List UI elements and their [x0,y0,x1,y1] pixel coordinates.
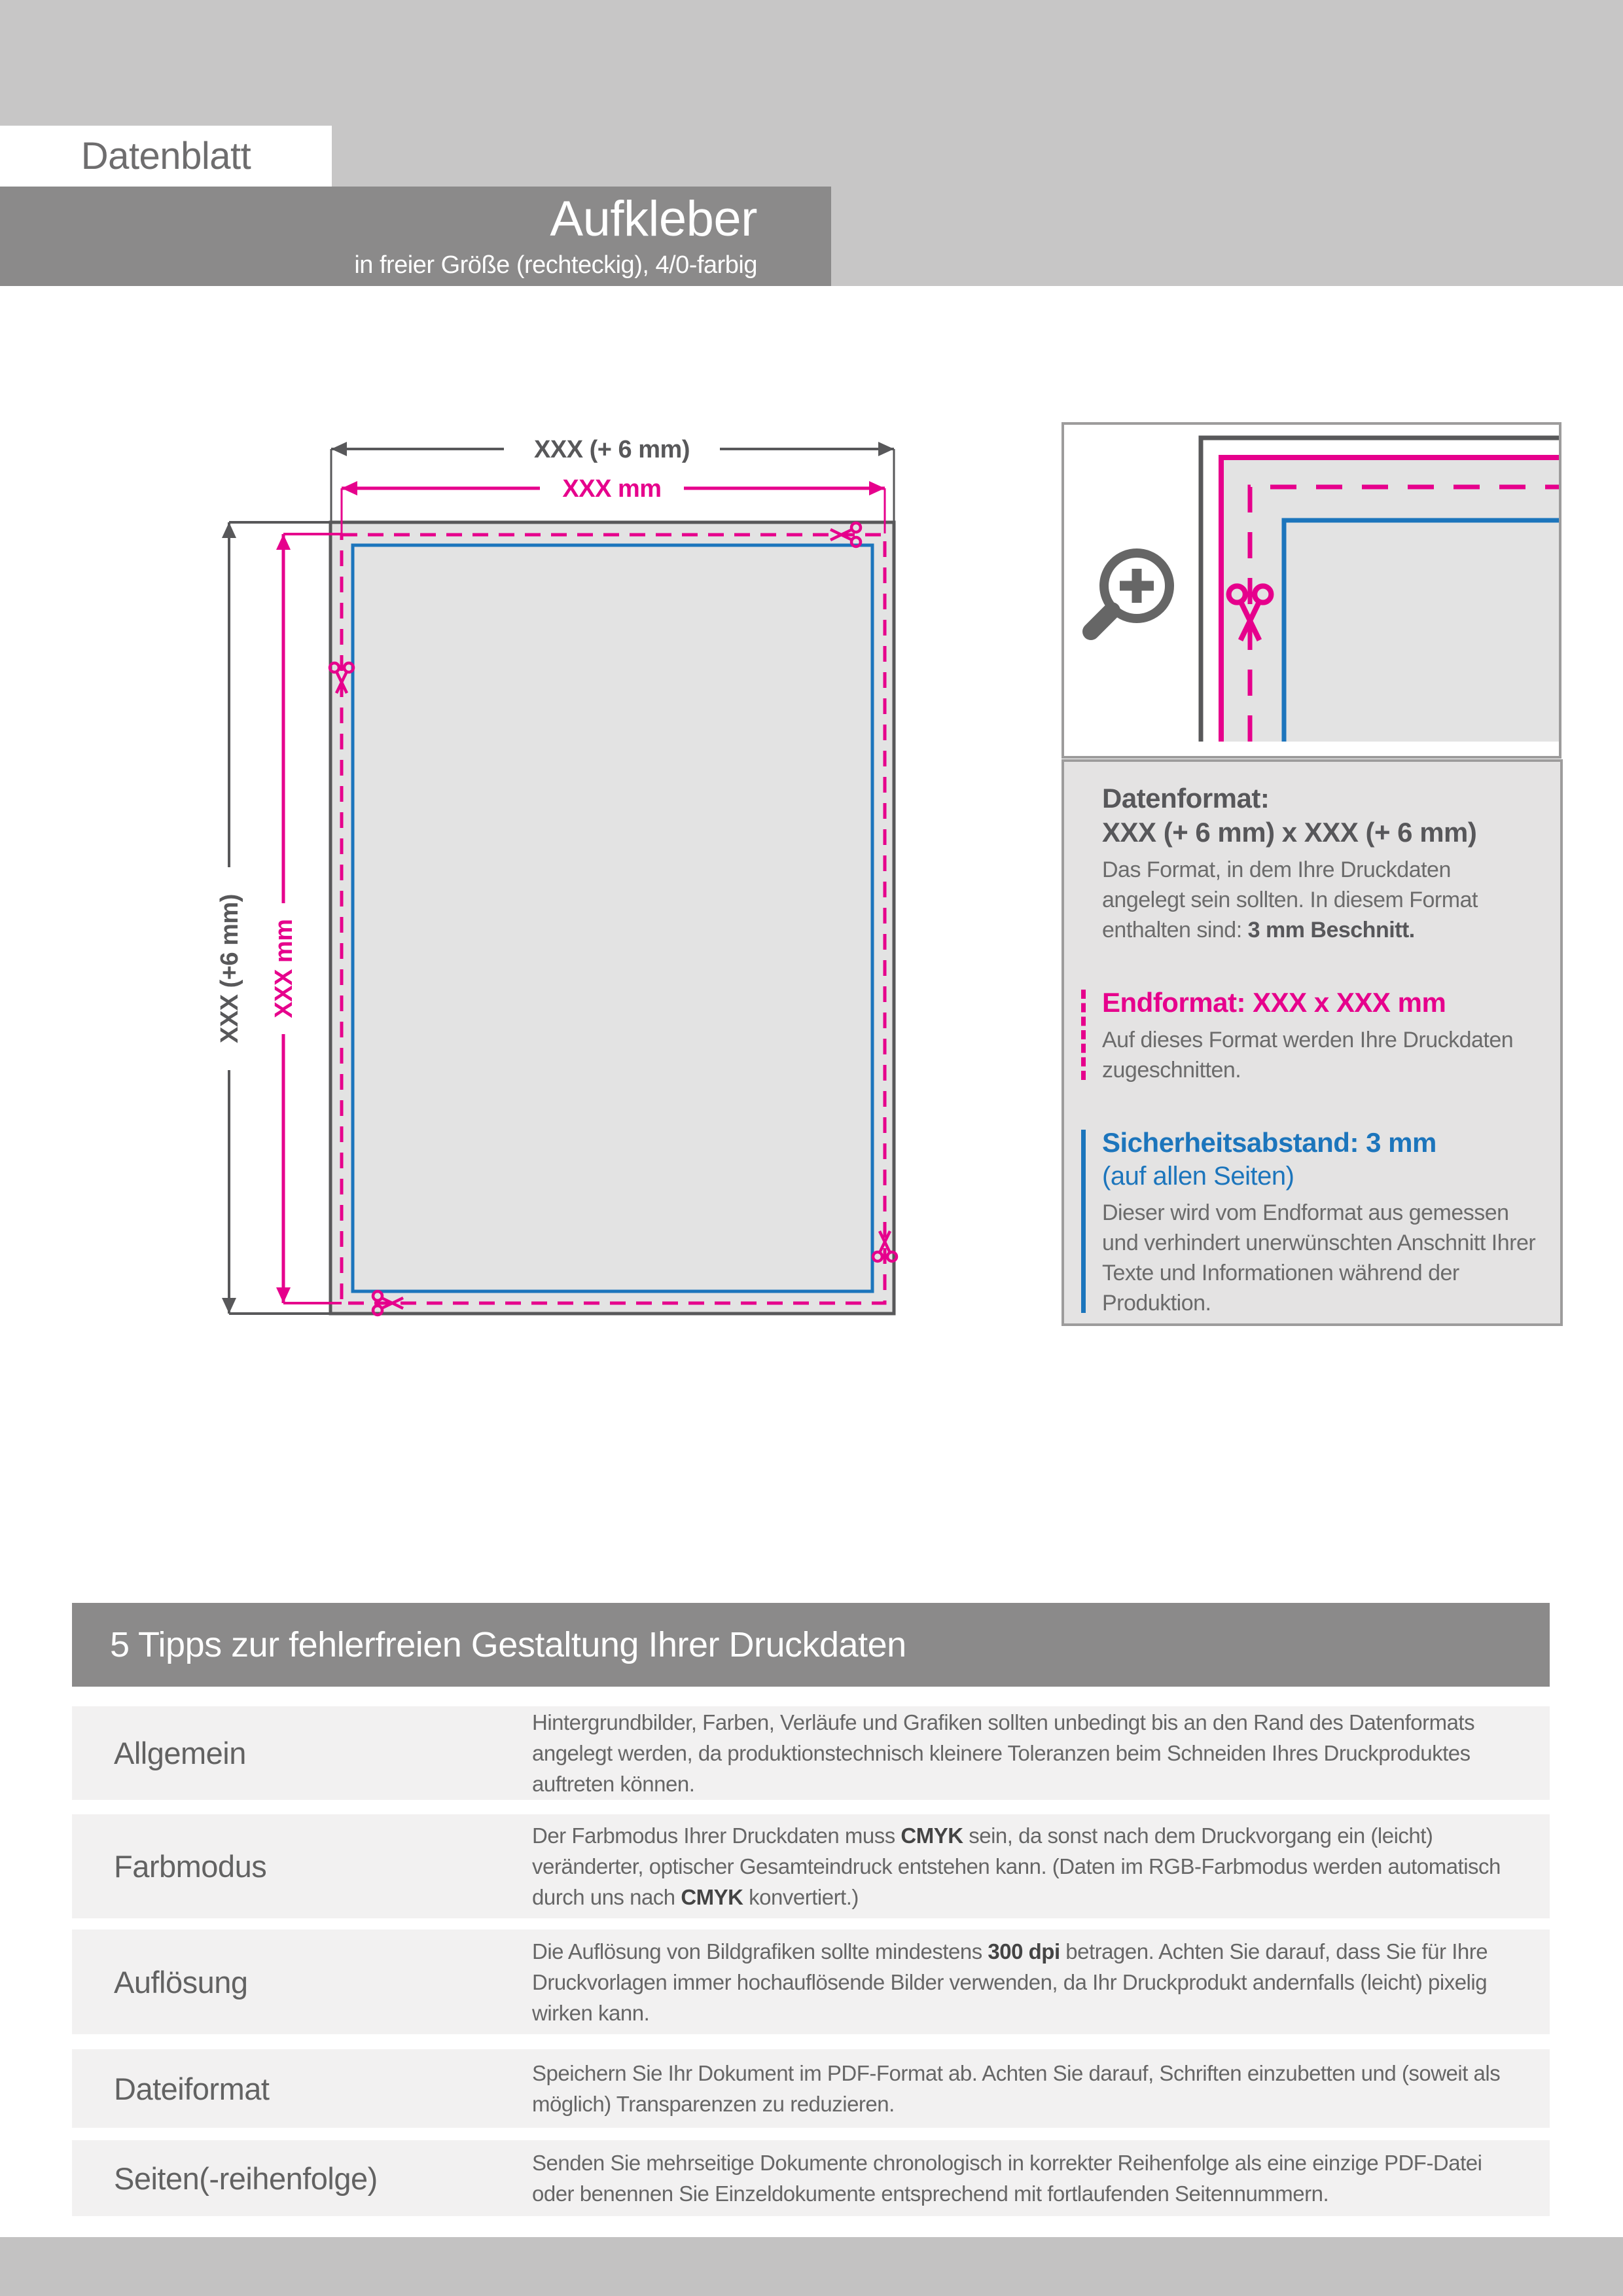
page-title: Aufkleber [550,191,757,247]
datenblatt-label-box [0,126,332,187]
tip-row-seitenreihenfolge [72,2140,1550,2216]
cut-width-text: XXX mm [562,475,662,503]
outer-width-text: XXX (+ 6 mm) [534,436,690,463]
tip-label: Allgemein [114,1736,246,1770]
datenformat-body-bold: 3 mm Beschnitt. [1247,918,1415,942]
datenformat-rect [330,522,894,1314]
tip-row-dateiformat [72,2049,1550,2128]
footer-band [0,2237,1623,2296]
safety-block [1081,1126,1538,1318]
tip-row-aufloesung [72,1929,1550,2034]
tip-row-allgemein [72,1706,1550,1800]
format-info-panel [1061,759,1563,1326]
cut-width-label [540,470,684,507]
tip-text: konvertiert.) [743,1885,859,1909]
tip-text-bold: 300 dpi [988,1939,1060,1964]
tip-body [532,1820,1524,1912]
tip-text: Speichern Sie Ihr Dokument im PDF-Format ab. Achten Sie darauf, Schriften einzubetten und (soweit als möglich) Transparenzen zu reduzieren. [532,2061,1501,2116]
tip-text-bold: CMYK [901,1823,963,1848]
tip-label: Dateiformat [114,2071,270,2106]
title-banner [0,187,831,286]
tip-row-farbmodus [72,1814,1550,1918]
safety-title: Sicherheitsabstand: 3 mm [1102,1127,1436,1158]
tip-text: Hintergrundbilder, Farben, Verläufe und Grafiken sollten unbedingt bis an den Rand des Datenformats angelegt werden, da produktionstechnisch kleinere Toleranzen beim Schneiden Ihres Druckproduktes auftreten können. [532,1710,1475,1796]
tip-body [532,1707,1524,1799]
corner-detail-box [1047,406,1577,772]
tip-label: Auflösung [114,1964,248,2000]
tip-body [532,2058,1524,2119]
tip-body [532,2147,1524,2209]
tips-banner [72,1603,1550,1687]
cut-height-label [266,903,300,1034]
tip-text: Senden Sie mehrseitige Dokumente chronologisch in korrekter Reihenfolge als eine einzige PDF-Datei oder benennen Sie Einzeldokumente entsprechend mit fortlaufenden Seitennummern. [532,2151,1482,2206]
outer-height-label [212,867,246,1070]
tip-text-bold: CMYK [681,1885,743,1909]
datenformat-body-text: Das Format, in dem Ihre Druckdaten angelegt sein sollten. In diesem Format enthalten sind: [1102,857,1478,942]
datenformat-block [1081,781,1538,945]
tip-label: Seiten(-reihenfolge) [114,2161,378,2196]
tip-text: sein, da sonst nach dem Druckvorgang ein (leicht) veränderter, optischer Gesamteindruck entstehen kann. (Daten im RGB-Farbmodus werden automatisch durch uns nach [532,1823,1501,1909]
detail-fill [1222,459,1559,742]
outer-height-text: XXX (+6 mm) [216,894,243,1043]
endformat-block [1081,986,1538,1085]
format-diagram [183,393,929,1355]
endformat-title: Endformat: XXX x XXX mm [1102,987,1446,1018]
datenformat-title: Datenformat: [1102,783,1270,814]
tip-text: Die Auflösung von Bildgrafiken sollte mindestens [532,1939,988,1964]
tip-label: Farbmodus [114,1849,267,1884]
tip-text: betragen. Achten Sie darauf, dass Sie für Ihre Druckvorlagen immer hochauflösende Bilder verwenden, da Ihr Druckprodukt andernfalls (leicht) pixelig wirken kann. [532,1939,1488,2025]
cut-height-text: XXX mm [270,919,298,1018]
datenformat-format: XXX (+ 6 mm) x XXX (+ 6 mm) [1102,817,1477,848]
endformat-body: Auf dieses Format werden Ihre Druckdaten zugeschnitten. [1102,1028,1514,1083]
safety-subtitle: (auf allen Seiten) [1102,1162,1294,1191]
tips-banner-title: 5 Tipps zur fehlerfreien Gestaltung Ihrer Druckdaten [110,1625,906,1664]
safety-body: Dieser wird vom Endformat aus gemessen und verhindert unerwünschten Anschnitt Ihrer Texte und Informationen während der Produktion. [1102,1200,1536,1316]
datenformat-body [1102,855,1538,945]
outer-width-label [504,431,720,467]
tip-body [532,1936,1524,2028]
datenblatt-label: Datenblatt [80,135,251,177]
page-subtitle: in freier Größe (rechteckig), 4/0-farbig [354,251,757,279]
tip-text: Der Farbmodus Ihrer Druckdaten muss [532,1823,901,1848]
